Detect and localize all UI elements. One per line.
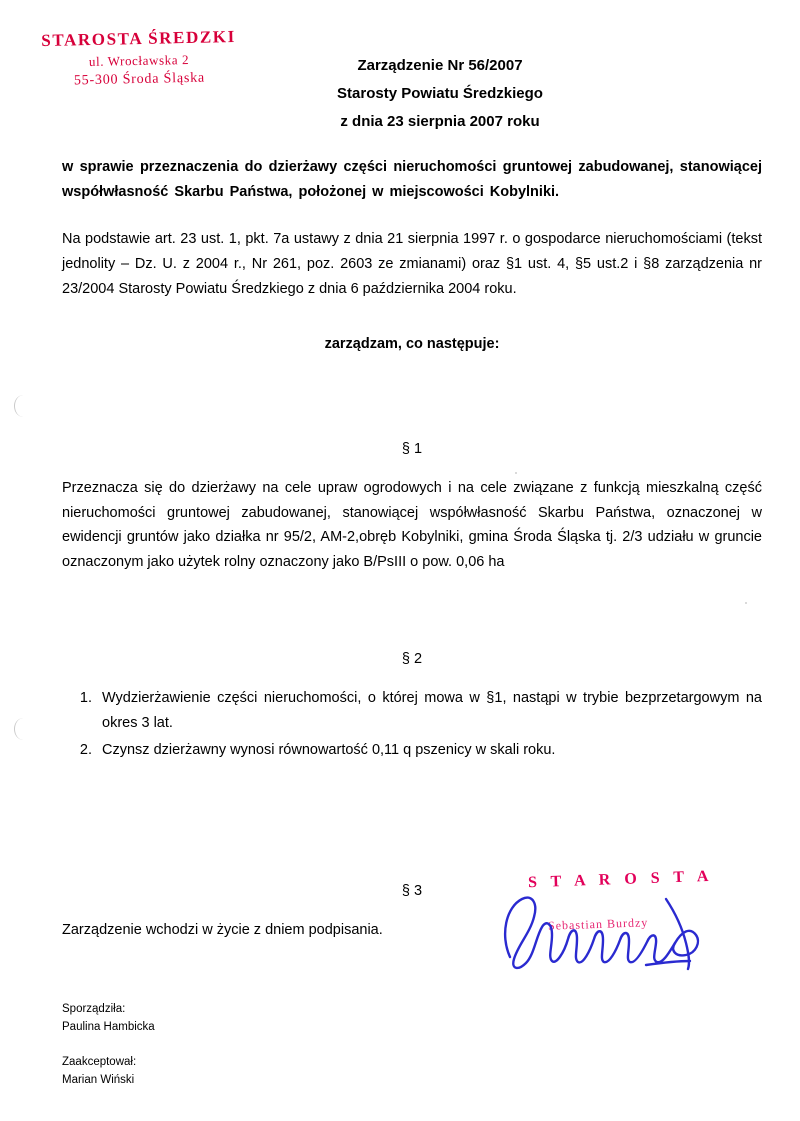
spacer: [62, 383, 762, 415]
document-title: [180, 52, 700, 135]
title-line-date: z dnia 23 sierpnia 2007 roku: [340, 112, 540, 130]
approved-by: [62, 1053, 155, 1090]
list-item: 2. Czynsz dzierżawny wynosi równowartość 0,11 q pszenicy w skali roku.: [96, 738, 762, 763]
stamp-street: ul. Wrocławska 2: [88, 51, 190, 69]
signature-printed-name: Sebastian Burdzy: [547, 915, 649, 933]
stamp-office-name: STAROSTA ŚREDZKI: [41, 26, 237, 51]
signature-title: S T A R O S T A: [527, 867, 714, 892]
title-line-authority: Starosty Powiatu Średzkiego: [337, 84, 543, 102]
stamp-city: 55-300 Środa Śląska: [73, 71, 206, 89]
list-item: 1. Wydzierżawienie części nieruchomości, o której mowa w §1, nastąpi w trybie bezprzetargowym na okres 3 lat.: [96, 686, 762, 736]
punch-hole-mark-bottom: [14, 718, 25, 740]
section-1-text: Przeznacza się do dzierżawy na cele upraw ogrodowych i na cele związane z funkcją mieszkalną część nieruchomości gruntowej zabudowanej, stanowiącej współwłasność Skarbu Państwa, oznaczonej w ewidencji gruntów jako działka nr 95/2, AM-2,obręb Kobylniki, gmina Środa Śląska tj. 2/3 udziału w gruncie oznaczonym jako użytek rolny oznaczony jako B/PsIII o pow. 0,06 ha: [62, 479, 762, 571]
legal-basis-paragraph: Na podstawie art. 23 ust. 1, pkt. 7a ustawy z dnia 21 sierpnia 1997 r. o gospodarce nieruchomościami (tekst jednolity – Dz. U. z 2004 r., Nr 261, poz. 2603 ze zmianami) oraz §1 ust. 4, §5 ust.2 i §8 zarządzenia nr 23/2004 Starosty Powiatu Średzkiego z dnia 6 października 2004 roku.: [62, 230, 762, 297]
document-body: [62, 155, 762, 961]
spacer: [62, 825, 762, 857]
signature-block: [470, 865, 770, 985]
section-2-list: [62, 686, 762, 763]
spacer: [62, 593, 762, 625]
punch-hole-mark-top: [14, 395, 25, 417]
document-footer: [62, 1000, 155, 1106]
enacting-clause: zarządzam, co następuje:: [324, 335, 500, 352]
section-3-mark: § 3: [401, 883, 423, 900]
handwritten-signature-icon: [470, 865, 770, 985]
approved-by-name: Marian Wiński: [62, 1074, 135, 1087]
approved-by-label: Zaakceptował:: [62, 1055, 137, 1068]
title-line-number: Zarządzenie Nr 56/2007: [357, 57, 523, 74]
section-2-mark: § 2: [401, 651, 423, 668]
prepared-by-label: Sporządziła:: [62, 1003, 126, 1015]
prepared-by: [62, 1000, 155, 1037]
subject-paragraph: w sprawie przeznaczenia do dzierżawy części nieruchomości gruntowej zabudowanej, stanowiącej współwłasność Skarbu Państwa, położonej w miejscowości Kobylniki.: [62, 159, 762, 200]
section-1-mark: § 1: [401, 440, 423, 457]
section-3-text: Zarządzenie wchodzi w życie z dniem podpisania.: [62, 922, 383, 938]
spacer: [62, 765, 762, 825]
prepared-by-name: Paulina Hambicka: [62, 1021, 155, 1034]
